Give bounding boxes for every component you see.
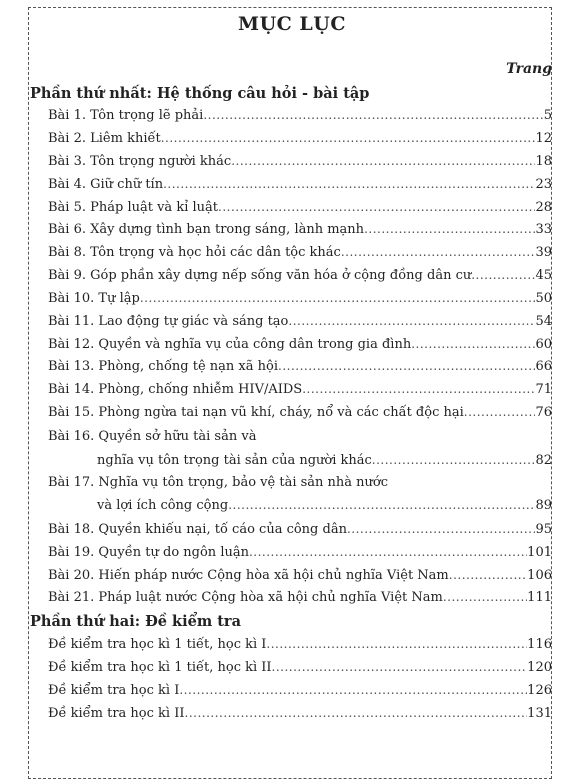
toc-entry-page: 89 xyxy=(535,498,552,513)
toc-entry-page: 95 xyxy=(535,522,552,537)
toc-entry-page: 116 xyxy=(527,637,552,652)
toc-leader xyxy=(249,545,527,559)
toc-entry[interactable] xyxy=(48,222,552,240)
toc-entry-label: Bài 21. Pháp luật nước Cộng hòa xã hội chủ nghĩa Việt Nam xyxy=(48,590,443,605)
toc-leader xyxy=(228,498,535,512)
toc-leader xyxy=(179,683,527,697)
toc-leader xyxy=(266,637,527,651)
toc-leader xyxy=(231,154,535,168)
toc-entry-page: 131 xyxy=(527,706,552,721)
page-title: MỤC LỤC xyxy=(238,13,346,35)
toc-entry[interactable] xyxy=(48,337,552,355)
part1-heading: Phần thứ nhất: Hệ thống câu hỏi - bài tập xyxy=(30,85,370,102)
toc-entry-page: 33 xyxy=(535,222,552,237)
toc-leader xyxy=(185,706,528,720)
toc-entry-label: Bài 15. Phòng ngừa tai nạn vũ khí, cháy, nổ và các chất độc hại xyxy=(48,405,464,420)
toc-entry-page: 54 xyxy=(535,314,552,329)
toc-leader xyxy=(140,291,536,305)
toc-entry[interactable] xyxy=(48,590,552,608)
toc-entry-page: 120 xyxy=(527,660,552,675)
toc-entry-label: Bài 4. Giữ chữ tín xyxy=(48,177,164,192)
toc-leader xyxy=(364,222,535,236)
toc-leader xyxy=(218,200,535,214)
toc-leader xyxy=(464,405,536,419)
toc-entry-label: Bài 1. Tôn trọng lẽ phải xyxy=(48,108,204,123)
toc-entry[interactable] xyxy=(48,359,552,377)
toc-entry-label: Bài 3. Tôn trọng người khác xyxy=(48,154,232,169)
toc-leader xyxy=(347,522,536,536)
toc-entry-label: Bài 19. Quyền tự do ngôn luận xyxy=(48,545,249,560)
toc-entry-label-line1[interactable]: Bài 17. Nghĩa vụ tôn trọng, bảo vệ tài sản nhà nước xyxy=(48,475,389,490)
toc-entry-page: 101 xyxy=(527,545,552,560)
toc-entry-page: 106 xyxy=(527,568,552,583)
toc-entry-label: Bài 10. Tự lập xyxy=(48,291,140,306)
part2-heading: Phần thứ hai: Đề kiểm tra xyxy=(30,613,241,630)
toc-entry[interactable] xyxy=(48,706,552,724)
toc-entry[interactable] xyxy=(48,660,552,678)
toc-entry[interactable] xyxy=(48,314,552,332)
toc-leader xyxy=(288,314,535,328)
toc-entry[interactable] xyxy=(48,108,552,126)
toc-entry-page: 18 xyxy=(535,154,552,169)
toc-entry[interactable] xyxy=(48,268,552,286)
toc-entry[interactable] xyxy=(48,522,552,540)
toc-entry-label: Bài 9. Góp phần xây dựng nếp sống văn hóa ở cộng đồng dân cư xyxy=(48,268,472,283)
toc-entry-page: 66 xyxy=(535,359,552,374)
toc-entry[interactable] xyxy=(48,131,552,149)
toc-entry[interactable] xyxy=(97,453,552,471)
toc-entry-label-line1[interactable]: Bài 16. Quyền sở hữu tài sản và xyxy=(48,429,257,444)
toc-leader xyxy=(341,245,536,259)
toc-leader xyxy=(471,268,535,282)
toc-entry[interactable] xyxy=(48,683,552,701)
toc-entry-page: 126 xyxy=(527,683,552,698)
toc-entry-page: 71 xyxy=(535,382,552,397)
toc-entry-page: 5 xyxy=(543,108,552,123)
toc-entry[interactable] xyxy=(48,637,552,655)
toc-entry-label: nghĩa vụ tôn trọng tài sản của người khác xyxy=(97,453,372,468)
toc-entry[interactable] xyxy=(48,154,552,172)
toc-entry[interactable] xyxy=(48,245,552,263)
toc-entry[interactable] xyxy=(48,382,552,400)
page-column-header: Trang xyxy=(506,61,552,77)
toc-entry[interactable] xyxy=(48,568,552,586)
toc-entry-label: Bài 20. Hiến pháp nước Cộng hòa xã hội chủ nghĩa Việt Nam xyxy=(48,568,449,583)
toc-leader xyxy=(443,590,527,604)
toc-entry-label: và lợi ích công cộng xyxy=(97,498,229,513)
toc-entry-label: Bài 11. Lao động tự giác và sáng tạo xyxy=(48,314,289,329)
toc-entry-page: 50 xyxy=(535,291,552,306)
toc-leader xyxy=(203,108,543,122)
toc-entry-label: Bài 18. Quyền khiếu nại, tố cáo của công dân xyxy=(48,522,347,537)
toc-entry[interactable] xyxy=(48,200,552,218)
toc-entry-label: Bài 12. Quyền và nghĩa vụ của công dân trong gia đình xyxy=(48,337,412,352)
toc-entry-label: Bài 5. Pháp luật và kỉ luật xyxy=(48,200,218,215)
toc-leader xyxy=(302,382,535,396)
toc-entry-page: 12 xyxy=(535,131,552,146)
toc-entry-page: 76 xyxy=(535,405,552,420)
toc-entry-page: 23 xyxy=(535,177,552,192)
toc-entry-page: 82 xyxy=(535,453,552,468)
toc-entry-page: 45 xyxy=(535,268,552,283)
toc-entry-label: Đề kiểm tra học kì 1 tiết, học kì II xyxy=(48,660,272,675)
toc-entry[interactable] xyxy=(48,291,552,309)
toc-leader xyxy=(163,177,535,191)
toc-entry[interactable] xyxy=(97,498,552,516)
toc-entry[interactable] xyxy=(48,545,552,563)
toc-leader xyxy=(161,131,536,145)
toc-entry-page: 28 xyxy=(535,200,552,215)
toc-leader xyxy=(449,568,527,582)
toc-entry-label: Bài 6. Xây dựng tình bạn trong sáng, lành mạnh xyxy=(48,222,365,237)
toc-entry-label: Đề kiểm tra học kì 1 tiết, học kì I xyxy=(48,637,267,652)
toc-leader xyxy=(411,337,535,351)
toc-leader xyxy=(278,359,535,373)
toc-leader xyxy=(372,453,536,467)
toc-entry-page: 39 xyxy=(535,245,552,260)
toc-entry-label: Bài 14. Phòng, chống nhiễm HIV/AIDS xyxy=(48,382,303,397)
toc-entry-label: Bài 8. Tôn trọng và học hỏi các dân tộc khác xyxy=(48,245,341,260)
toc-entry-page: 111 xyxy=(527,590,552,605)
toc-entry[interactable] xyxy=(48,405,552,423)
toc-entry-label: Đề kiểm tra học kì I xyxy=(48,683,180,698)
toc-entry-label: Bài 2. Liêm khiết xyxy=(48,131,161,146)
toc-leader xyxy=(272,660,528,674)
toc-entry[interactable] xyxy=(48,177,552,195)
toc-entry-page: 60 xyxy=(535,337,552,352)
toc-entry-label: Đề kiểm tra học kì II xyxy=(48,706,185,721)
toc-entry-label: Bài 13. Phòng, chống tệ nạn xã hội xyxy=(48,359,278,374)
